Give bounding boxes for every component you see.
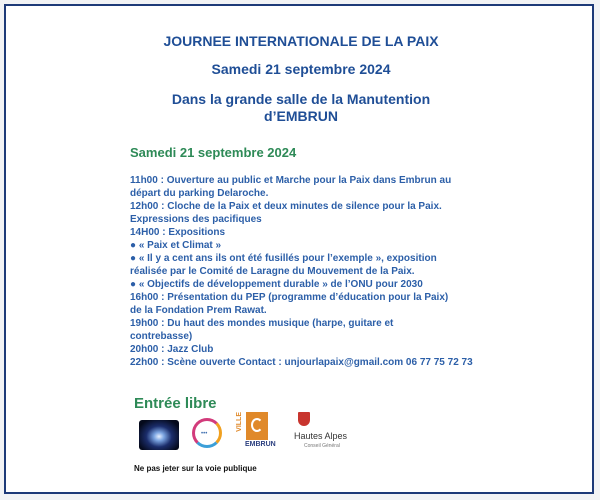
footer-note: Ne pas jeter sur la voie publique [134,464,257,473]
program-line: contrebasse) [130,331,193,342]
program-line: 20h00 : Jazz Club [130,344,214,355]
embrun-logo-text: EMBRUN [245,441,276,448]
program-line: départ du parking Delaroche. [130,188,269,199]
circle-logo-mark: ••• [201,431,208,437]
free-entry-label: Entrée libre [134,395,217,412]
hautes-alpes-subtitle: Conseil Général [304,443,340,449]
page-frame [4,4,594,494]
hautes-alpes-shield-icon [298,412,310,426]
ville-embrun-logo-icon [236,412,276,448]
embrun-logo-square [246,412,268,440]
program-line: ● « Objectifs de développement durable » de l’ONU pour 2030 [130,279,423,290]
program-line: 14H00 : Expositions [130,227,226,238]
program-line: 11h00 : Ouverture au public et Marche pour la Paix dans Embrun au [130,175,452,186]
hautes-alpes-name: Hautes Alpes [294,431,348,441]
embrun-logo-vertical-text: VILLE [236,412,243,432]
program-line: de la Fondation Prem Rawat. [130,305,267,316]
program-line: 19h00 : Du haut des mondes musique (harpe, guitare et [130,318,394,329]
colorful-circle-logo-icon [192,418,222,448]
event-city: d’EMBRUN [264,108,338,124]
program-heading: Samedi 21 septembre 2024 [130,145,297,160]
program-line: réalisée par le Comité de Laragne du Mouvement de la Paix. [130,266,415,277]
program-list [130,174,490,369]
event-venue: Dans la grande salle de la Manutention [171,91,431,107]
galaxy-logo-icon [139,420,179,450]
hautes-alpes-logo-icon [293,412,373,452]
program-line: 22h00 : Scène ouverte Contact : unjourlapaix@gmail.com 06 77 75 72 73 [130,357,473,368]
program-line: ● « Paix et Climat » [130,240,222,251]
program-line: 16h00 : Présentation du PEP (programme d’éducation pour la Paix) [130,292,449,303]
program-line: Expressions des pacifiques [130,214,262,225]
program-line: ● « Il y a cent ans ils ont été fusillés pour l’exemple », exposition [130,253,437,264]
event-date: Samedi 21 septembre 2024 [211,61,391,77]
event-title: JOURNEE INTERNATIONALE DE LA PAIX [163,33,439,49]
program-line: 12h00 : Cloche de la Paix et deux minutes de silence pour la Paix. [130,201,442,212]
